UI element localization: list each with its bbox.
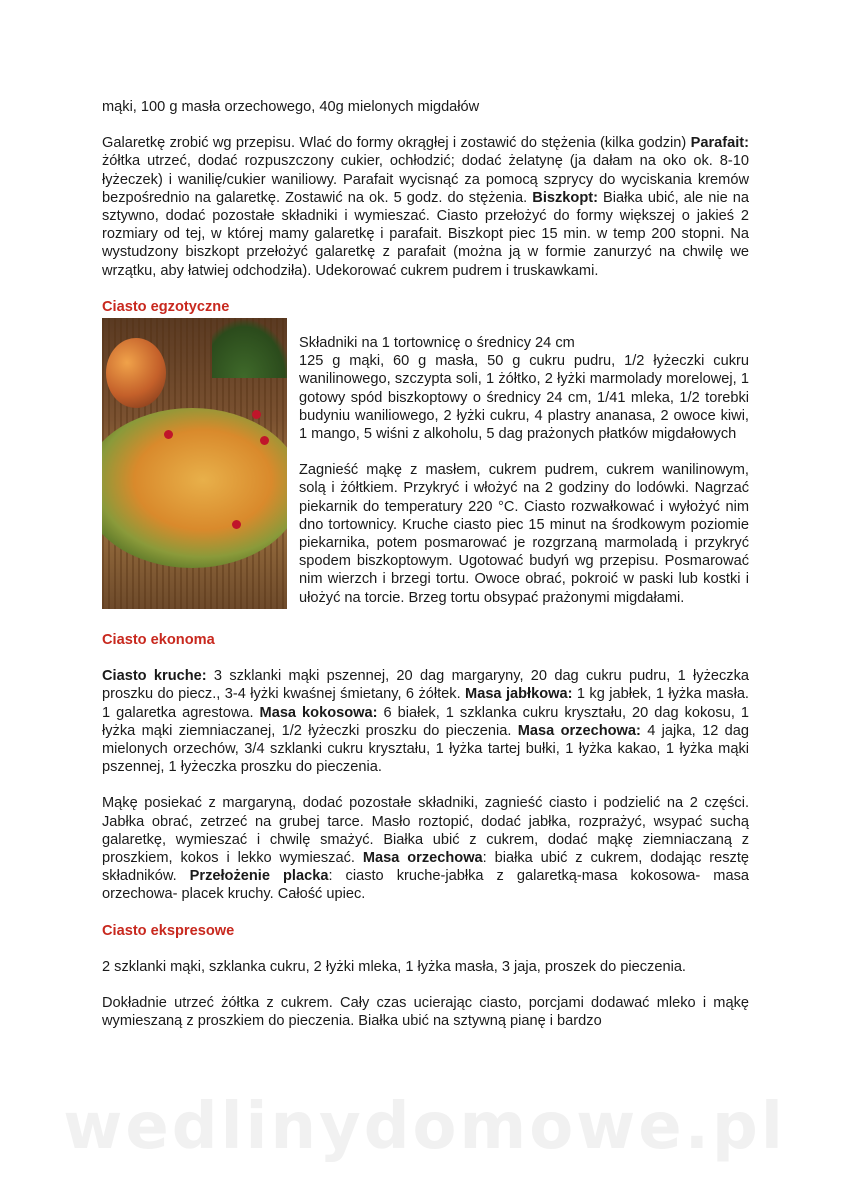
jablkowa-text: 1 kg jabłek, 1 łyżka masła. 1 galaretka agrestowa. <box>102 686 749 721</box>
fruit-tart-photo <box>102 318 287 609</box>
recipe-title-ekspresowe: Ciasto ekspresowe <box>102 922 235 939</box>
kruche-label: Ciasto kruche: <box>102 668 207 685</box>
method-orzechowa-label: Masa orzechowa <box>362 850 483 867</box>
kruche-text: 3 szklanki mąki pszennej, 20 dag margaryny, 20 dag cukru pudru, 1 łyżeczka proszku do piecz., 3-4 łyżki kwaśnej śmietany, 6 żółtek. <box>102 668 750 703</box>
intro-line: mąki, 100 g masła orzechowego, 40g mielonych migdałów <box>102 99 480 115</box>
parfait-text: żółtka utrzeć, dodać rozpuszczony cukier, ochłodzić; dodać żelatynę (ja dałam na oko ok. 8-10 łyżeczek) i wanilię/cukier waniliowy. Parafait wycisnąć za pomocą szprycy do wyciskania kremów bezpośrednio na galaretkę. Zostawić na ok. 5 godz. do stężenia. <box>102 153 749 206</box>
recipe-title-ekonoma: Ciasto ekonoma <box>102 632 215 649</box>
jablkowa-label: Masa jabłkowa: <box>465 686 573 703</box>
first-recipe-method <box>102 134 749 280</box>
biszkopt-text: Białka ubić, ale nie na sztywno, dodać pozostałe składniki i wymieszać. Ciasto przełożyć do formy większej o jakieś 2 rozmiary od tej, w której mamy galaretkę i parafait. Biszkopt piec 15 min. w temp 200 stopni. Na wystudzony biszkopt przełożyć galaretkę z parafait (można ją w formie zanurzyć na chwilę we wrzątku, aby łatwiej odchodziła). Udekorować cukrem pudrem i truskawkami. <box>102 189 749 279</box>
ekspresowe-ingredients: 2 szklanki mąki, szklanka cukru, 2 łyżki mleka, 1 łyżka masła, 3 jaja, proszek do pieczenia. <box>102 958 686 975</box>
first-recipe-text: Galaretkę zrobić wg przepisu. Wlać do formy okrągłej i zostawić do stężenia (kilka godzin) <box>102 135 687 152</box>
egzotyczne-ingredients-header: Składniki na 1 tortownicę o średnicy 24 cm <box>299 335 575 352</box>
ekonoma-ingredients <box>102 667 749 776</box>
pineapple-leaves-icon <box>212 318 287 378</box>
document-page <box>102 98 749 1030</box>
cherry-icon <box>164 430 173 439</box>
kokosowa-label: Masa kokosowa: <box>259 704 378 721</box>
orzechowa-text: 4 jajka, 12 dag mielonych orzechów, 3/4 szklanki cukru kryształu, 1 łyżka tartej bułki, 1 łyżka kakao, 1 łyżka mąki pszennej, 1 łyżeczka proszku do pieczenia. <box>102 722 749 776</box>
orzechowa-label: Masa orzechowa: <box>517 722 641 739</box>
egzotyczne-ingredients: 125 g mąki, 60 g masła, 50 g cukru pudru, 1/2 łyżeczki cukru wanilinowego, szczypta soli, 1 żółtko, 2 łyżki marmolady morelowej, 1 gotowy spód biszkoptowy o średnicy 24 cm, 1/41 mleka, 1/2 torebki budyniu waniliowego, 2 łyżki cukru, 4 plastry ananasa, 2 owoce kiwi, 1 mango, 5 wiśni z alkoholu, 5 dag prażonych płatków migdałowych <box>299 353 749 443</box>
cherry-icon <box>232 520 241 529</box>
cherry-icon <box>252 410 261 419</box>
przelozenie-label: Przełożenie placka <box>189 868 329 885</box>
parfait-label: Parafait: <box>690 135 749 152</box>
site-watermark: wedlinydomowe.pl <box>63 1090 786 1164</box>
biszkopt-label: Biszkopt: <box>532 189 598 206</box>
ekonoma-method-text-3: : ciasto kruche-jabłka z galaretką-masa kokosowa- masa orzechowa- placek kruchy. Całość upiec. <box>102 868 749 903</box>
ekonoma-method <box>102 794 749 903</box>
mango-icon <box>106 338 166 408</box>
egzotyczne-method: Zagnieść mąkę z masłem, cukrem pudrem, cukrem wanilinowym, solą i żółtkiem. Przykryć i włożyć na 2 godziny do lodówki. Nagrzać piekarnik do temperatury 220 °C. Ciasto rozwałkować i wyłożyć nim dno tortownicy. Kruche ciasto piec 15 minut na środkowym poziomie piekarnika, potem posmarować je rozgrzaną marmoladą i przykryć spodem biszkoptowym. Ugotować budyń wg przepisu. Posmarować nim wierzch i brzegi tortu. Owoce obrać, pokroić w paski lub kostki i ułożyć na torcie. Brzeg tortu obsypać prażonymi migdałami. <box>299 462 749 606</box>
cake-icon <box>102 408 287 568</box>
ekspresowe-method: Dokładnie utrzeć żółtka z cukrem. Cały czas ucierając ciasto, porcjami dodawać mleko i mąkę wymieszaną z proszkiem do pieczenia. Białka ubić na sztywną pianę i bardzo <box>102 995 749 1030</box>
recipe-title-egzotyczne: Ciasto egzotyczne <box>102 298 230 315</box>
kokosowa-text: 6 białek, 1 szklanka cukru kryształu, 20 dag kokosu, 1 łyżka mąki ziemniaczanej, 1/2 łyżeczki proszku do pieczenia. <box>102 704 750 739</box>
ekonoma-method-text-2: : białka ubić z cukrem, dodając resztę składników. <box>102 850 749 885</box>
ekonoma-method-text: Mąkę posiekać z margaryną, dodać pozostałe składniki, zagnieść ciasto i podzielić na 2 części. Jabłka obrać, zetrzeć na grubej tarce. Masło roztopić, dodać jabłka, rozprażyć, wsypać suchą galaretkę, wymieszać i chwilę smażyć. Białka ubić z cukrem, dodać mąkę ziemniaczaną z proszkiem, kokos i lekko wymieszać. <box>102 795 749 867</box>
cherry-icon <box>260 436 269 445</box>
